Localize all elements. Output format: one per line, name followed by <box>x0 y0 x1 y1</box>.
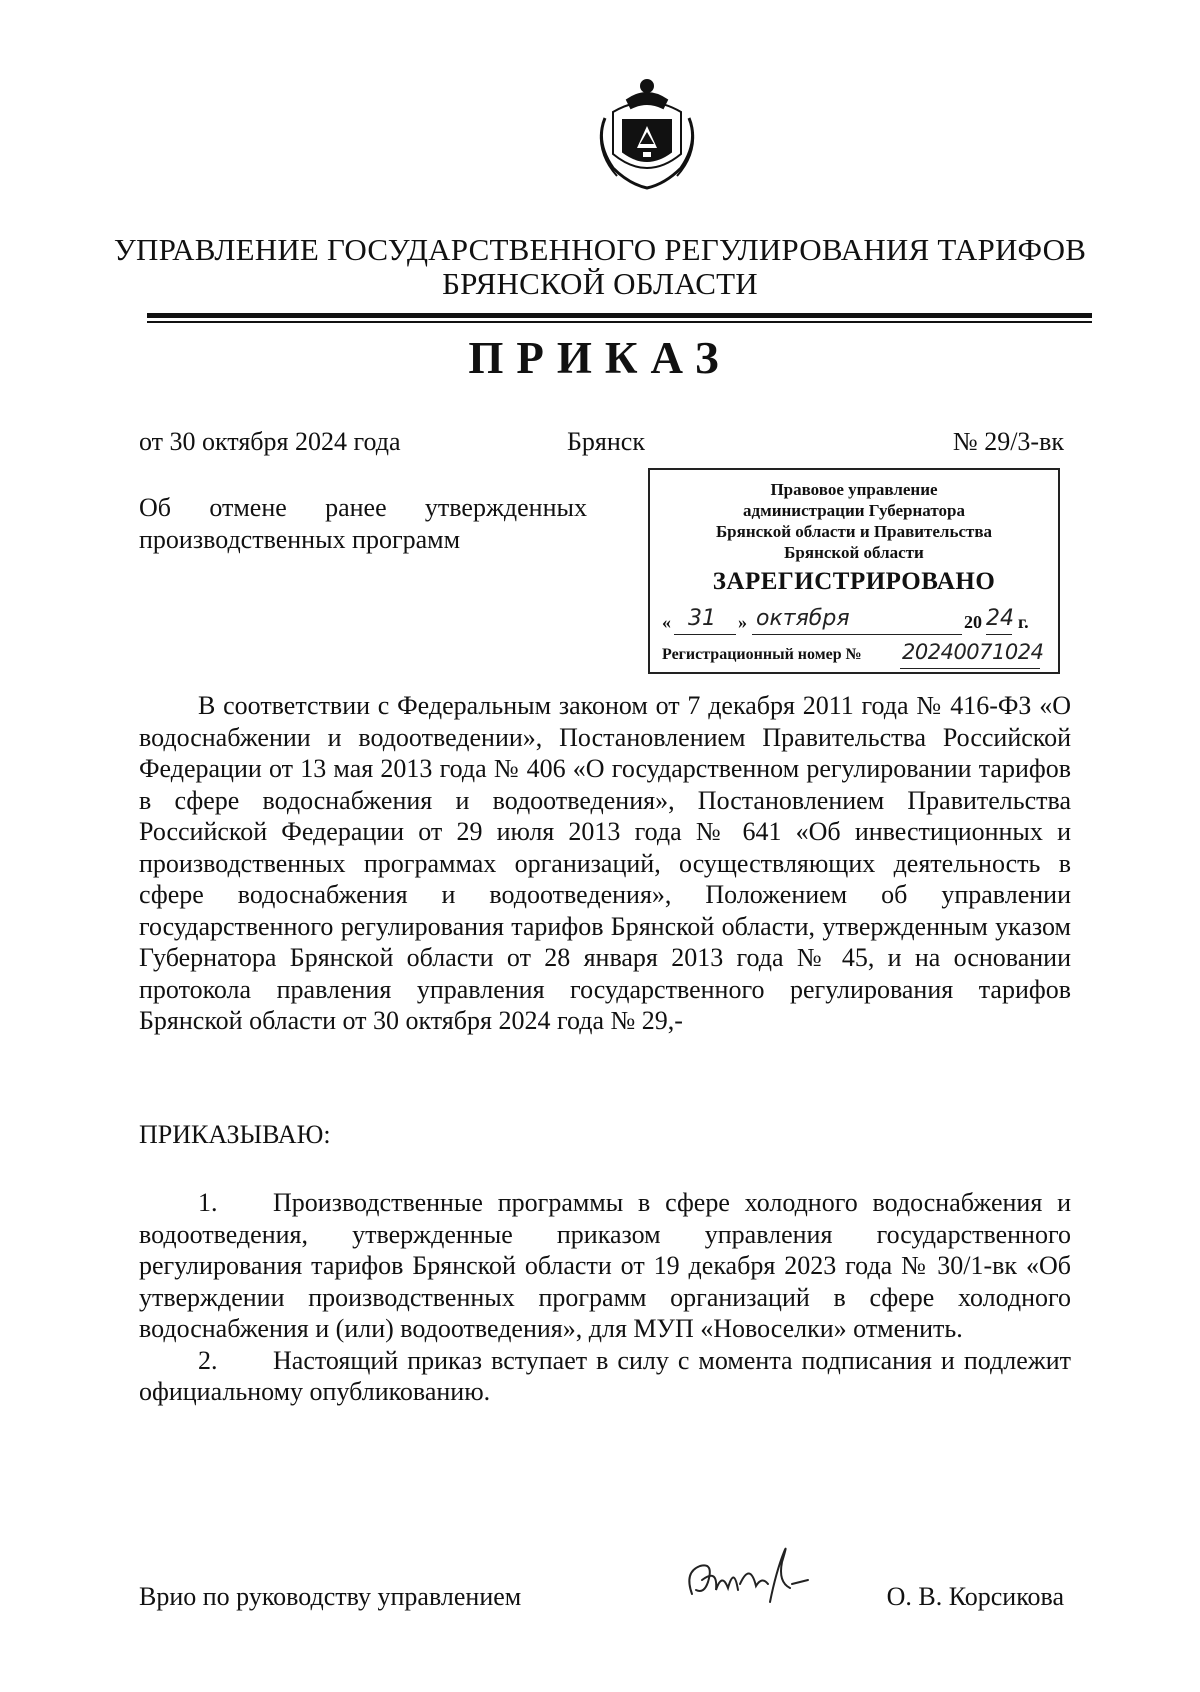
stamp-day: 31 <box>688 606 716 631</box>
stamp-year-underline <box>986 634 1012 635</box>
stamp-year-prefix: 20 <box>964 612 982 632</box>
order-directive: ПРИКАЗЫВАЮ: <box>139 1120 331 1149</box>
subject-word: утвержденных <box>424 493 587 522</box>
handwritten-signature-icon <box>678 1532 828 1612</box>
stamp-registration-number: 20240071024 <box>902 640 1044 664</box>
header-divider-thin <box>147 321 1092 323</box>
preamble-text: В соответствии с Федеральным законом от 7 декабря 2011 года № 416-ФЗ «О водоснабжении и водоотведении», Постановлением Правительства Российской Федерации от 13 мая 2013 года № 406 «О государственном регулировании тарифов в сфере водоснабжения и водоотведения», Постановлением Правительства Российской Федерации от 29 июля 2013 года № 641 «Об инвестиционных и производственных программах организаций, осуществляющих деятельность в сфере водоснабжения и водоотведения», Положением об управлении государственного регулирования тарифов Брянской области, утвержденным указом Губернатора Брянской области от 28 января 2013 года № 45, и на основании протокола правления управления государственного регулирования тарифов Брянской области от 30 октября 2024 года № 29,- <box>139 691 1071 1035</box>
stamp-month-underline <box>752 634 962 635</box>
stamp-line: Брянской области <box>784 543 924 562</box>
item-number: 2. <box>198 1345 218 1375</box>
subject-word: Об <box>139 493 172 522</box>
stamp-quote-close: » <box>738 612 747 632</box>
coat-of-arms-icon <box>583 72 711 200</box>
preamble <box>139 690 1071 1037</box>
item-text: Настоящий приказ вступает в силу с момента подписания и подлежит официальному опубликованию. <box>139 1345 1071 1406</box>
order-city: Брянск <box>567 427 645 456</box>
order-items <box>139 1187 1071 1408</box>
item-text: Производственные программы в сфере холодного водоснабжения и водоотведения, утвержденные приказом управления государственного регулирования тарифов Брянской области от 19 декабря 2023 года № 30/1-вк «Об утверждении производственных программ организаций в сфере холодного водоснабжения и (или) водоотведения», для МУП «Новоселки» отменить. <box>139 1188 1071 1343</box>
item-number: 1. <box>198 1188 218 1217</box>
stamp-month: октября <box>756 606 850 631</box>
signatory-title: Врио по руководству управлением <box>139 1582 522 1611</box>
signatory-name: О. В. Корсикова <box>886 1582 1064 1611</box>
order-item <box>139 1187 1071 1345</box>
stamp-line: Брянской области и Правительства <box>715 522 993 541</box>
stamp-year-suffix: 24 <box>986 606 1014 631</box>
organization-name-line2: БРЯНСКОЙ ОБЛАСТИ <box>442 266 758 301</box>
stamp-registration-label: Регистрационный номер № <box>662 646 862 663</box>
stamp-quote-open: « <box>662 612 671 632</box>
order-number: № 29/3-вк <box>952 427 1064 456</box>
stamp-line: администрации Губернатора <box>743 501 965 520</box>
order-subject <box>139 492 587 556</box>
stamp-year-unit: г. <box>1018 612 1029 632</box>
stamp-line: Правовое управление <box>770 480 938 499</box>
order-item <box>139 1345 1071 1408</box>
stamp-registered-label: ЗАРЕГИСТРИРОВАНО <box>712 568 996 595</box>
registration-stamp <box>648 468 1060 674</box>
subject-line2: производственных программ <box>139 525 461 554</box>
order-date: от 30 октября 2024 года <box>139 427 401 456</box>
stamp-day-underline <box>674 634 736 635</box>
subject-word: ранее <box>325 493 387 522</box>
organization-name-line1: УПРАВЛЕНИЕ ГОСУДАРСТВЕННОГО РЕГУЛИРОВАНИЯ ТАРИФОВ <box>113 232 1087 267</box>
stamp-date-line <box>662 606 1052 638</box>
header-divider-thick <box>147 313 1092 318</box>
stamp-regnum-underline <box>900 668 1040 669</box>
subject-word: отмене <box>209 493 287 522</box>
document-type-title: ПРИКАЗ <box>468 333 732 383</box>
